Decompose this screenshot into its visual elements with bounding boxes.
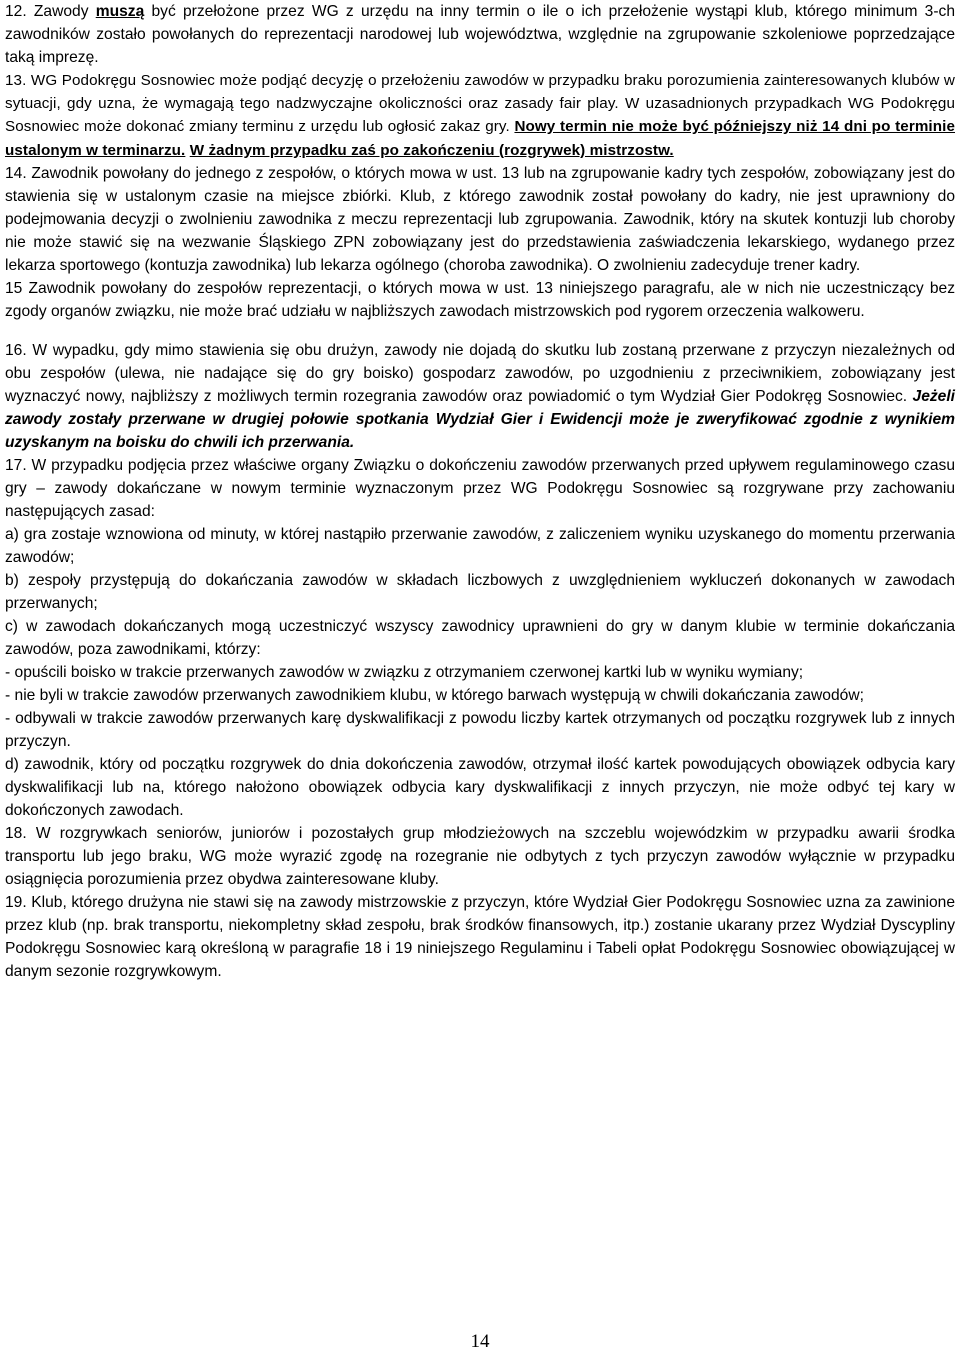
paragraph-14: 14. Zawodnik powołany do jednego z zespołów, o których mowa w ust. 13 lub na zgrupowanie kadry tych zespołów, zobowiązany jest do stawienia się w ustalonym czasie na miejsce zbiórki. Klub, z którego zawodnik został powołany do kadry, nie jest uprawniony do podejmowania decyzji o zwolnieniu zawodnika z meczu reprezentacji lub zgrupowania. Zawodnik, który na skutek kontuzji lub choroby nie może stawić się na wezwanie Śląskiego ZPN zobowiązany jest do przedstawienia zaświadczenia lekarskiego, wydanego przez lekarza sportowego (kontuzja zawodnika) lub lekarza ogólnego (choroba zawodnika). O zwolnieniu zadecyduje trener kadry. [5,164,955,274]
paragraph-16-emphasis: Jeżeli zawody zostały przerwane w drugiej połowie spotkania Wydział Gier i Ewidencji może je zweryfikować zgodnie z wynikiem uzyskanym na boisku do chwili ich przerwania. [5,387,955,451]
paragraph-17-point-c: c) w zawodach dokańczanych mogą uczestniczyć wszyscy zawodnicy uprawnieni do gry w danym klubie w terminie dokańczania zawodów, poza zawodnikami, którzy: [5,617,955,658]
paragraph-gap [5,323,955,339]
paragraph-17-dash-1: - opuścili boisko w trakcie przerwanych zawodów w związku z otrzymaniem czerwonej kartki lub w wyniku wymiany; [5,663,804,681]
paragraph-19: 19. Klub, którego drużyna nie stawi się na zawody mistrzowskie z przyczyn, które Wydział Gier Podokręgu Sosnowiec uzna za zawinione przez klub (np. brak transportu, niekompletny skład zespołu, brak środków finansowych, itp.) zostanie ukarany przez Wydział Dyscypliny Podokręgu Sosnowiec karą określoną w paragrafie 18 i 19 niniejszego Regulaminu i Tabeli opłat Podokręgu Sosnowiec obowiązującej w danym sezonie rozgrywkowym. [5,893,955,980]
paragraph-16-text: 16. W wypadku, gdy mimo stawienia się obu drużyn, zawody nie dojadą do skutku lub zostaną przerwane z przyczyn niezależnych od obu zespołów (ulewa, nie nadające się do gry boisko) gospodarz zawodów, po uzgodnieniu z przeciwnikiem, zobowiązany jest wyznaczyć nowy, najbliższy z możliwych termin rozegrania zawodów oraz powiadomić o tym Wydział Gier Podokręg Sosnowiec. [5,341,955,405]
paragraph-12-emphasis: muszą [95,3,145,20]
paragraph-17-point-a: a) gra zostaje wznowiona od minuty, w której nastąpiło przerwanie zawodów, z zaliczeniem wyniku uzyskanego do momentu przerwania zawodów; [5,525,955,566]
paragraph-17-dash-2: - nie byli w trakcie zawodów przerwanych zawodnikiem klubu, w którego barwach występują w chwili dokańczania zawodów; [5,686,864,704]
paragraph-12-text: 12. Zawody [5,3,96,20]
paragraph-12 [5,0,955,69]
paragraph-17-intro: 17. W przypadku podjęcia przez właściwe organy Związku o dokończeniu zawodów przerwanych przed upływem regulaminowego czasu gry – zawody dokańczane w nowym terminie wyznaczonym przez WG Podokręgu Sosnowiec są rozgrywane przy zachowaniu następujących zasad: [5,456,955,520]
paragraph-13-no-case-rule: W żadnym przypadku zaś po zakończeniu (rozgrywek) mistrzostw. [189,141,674,159]
paragraph-15: 15 Zawodnik powołany do zespołów reprezentacji, o których mowa w ust. 13 niniejszego paragrafu, ale w nich nie uczestniczący bez zgody organów związku, nie może brać udziału w najbliższych zawodach mistrzowskich pod rygorem orzeczenia walkoweru. [5,279,955,320]
paragraph-16 [5,339,955,454]
paragraph-13-text: 13. WG Podokręgu Sosnowiec może podjąć decyzję o przełożeniu zawodów w przypadku braku porozumienia zainteresowanych klubów w sytuacji, gdy uzna, że wymagają tego nadzwyczajne okoliczności oraz zasady fair play. W uzasadnionych przypadkach WG Podokręgu Sosnowiec może dokonać zmiany terminu z urzędu lub ogłosić zakaz gry. [5,72,955,136]
paragraph-17-dash-3: - odbywali w trakcie zawodów przerwanych karę dyskwalifikacji z powodu liczby kartek otrzymanych od początku rozgrywek lub z innych przyczyn. [5,709,955,750]
paragraph-18: 18. W rozgrywkach seniorów, juniorów i pozostałych grup młodzieżowych na szczeblu wojewódzkim w przypadku awarii środka transportu lub jego braku, WG może wyrazić zgodę na rozegranie nie odbytych z tych przyczyn zawodów wyłącznie w przypadku osiągnięcia porozumienia przez obydwa zainteresowane kluby. [5,824,955,888]
paragraph-13-new-term-rule: Nowy termin nie może być późniejszy niż 14 dni po terminie ustalonym w terminarzu. [5,118,955,159]
page-number: 14 [470,1331,490,1352]
paragraph-13 [5,69,955,162]
paragraph-17-point-b: b) zespoły przystępują do dokańczania zawodów w składach liczbowych z uwzględnieniem wykluczeń dokonanych w zawodach przerwanych; [5,571,955,612]
paragraph-17-point-d: d) zawodnik, który od początku rozgrywek do dnia dokończenia zawodów, otrzymał ilość kartek powodujących obowiązek odbycia kary dyskwalifikacji lub na, którego nałożono obowiązek odbycia kary dyskwalifikacji z innych przyczyn, nie może odbyć tej kary w dokończonych zawodach. [5,755,955,819]
paragraph-12-text-rest: być przełożone przez WG z urzędu na inny termin o ile o ich przełożenie wystąpi klub, którego minimum 3-ch zawodników zostało powołanych do reprezentacji narodowej lub województwa, względnie na zgrupowanie szkoleniowe poprzedzające taką imprezę. [5,3,955,66]
